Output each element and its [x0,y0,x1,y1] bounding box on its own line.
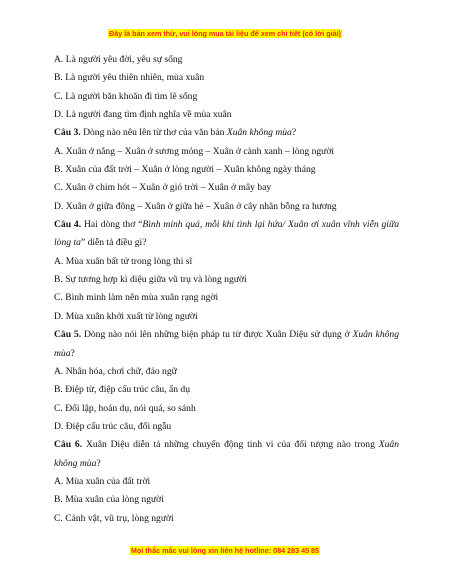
question-label: Câu 5. [54,329,82,341]
hotline-banner [0,546,450,555]
answer-option: C. Xuân ở chim hót – Xuân ở gió trời – Xuân ở mây bay [54,182,272,194]
question-label: Câu 6. [54,439,83,451]
answer-option: B. Xuân của đất trời – Xuân ở lòng người – Xuân không ngày tháng [54,164,316,176]
answer-option: A. Là người yêu đời, yêu sự sống [54,54,183,65]
answer-option: A. Mùa xuân bất tử trong lòng thi sĩ [54,255,193,267]
answer-option: D. Điệp cấu trúc câu, đối ngẫu [54,420,172,432]
answer-option: D. Mùa xuân khởi xuất từ lòng người [54,310,198,322]
question-text: Dòng nào nói lên những biện pháp tu từ được Xuân Diệu sử dụng ở [83,329,350,341]
answer-option: C. Đối lập, hoán dụ, nói quá, so sánh [54,402,196,414]
question-end: ? [291,127,297,139]
preview-notice-banner [0,29,450,38]
answer-option: A. Nhân hóa, chơi chữ, đảo ngữ [54,365,177,377]
answer-option: C. Cảnh vật, vũ trụ, lòng người [54,512,174,524]
poem-quote: Bình minh quá, mỗi khi tình lại hứa/ Xuân ơi xuân vĩnh viễn giữa lòng ta [54,219,400,249]
answer-option: A. Xuân ở nắng – Xuân ở sương mỏng – Xuân ở cành xanh – lòng người [54,145,335,157]
question-label: Câu 3. [54,127,81,139]
question-end: ? [96,457,101,469]
answer-option: B. Điệp từ, điệp cấu trúc câu, ẩn dụ [54,384,191,396]
question-end: ? [70,347,75,359]
question-text: Dòng nào nêu lên từ thơ của văn bản [83,127,225,139]
answer-option: D. Là người đang tìm định nghĩa về mùa xuân [54,109,232,121]
answer-option: B. Mùa xuân của lòng người [54,494,164,506]
question-text: Hai dòng thơ “ [83,219,143,231]
answer-option: C. Bình minh làm nên mùa xuân rạng ngời [54,292,219,304]
question-4 [54,216,399,253]
answer-option: B. Là người yêu thiên nhiên, mùa xuân [54,72,205,84]
work-title: Xuân không mùa [226,127,292,139]
question-5 [54,326,399,363]
question-text: Xuân Diệu diễn tả những chuyển động tinh vi của đối tượng nào trong [85,439,375,451]
question-3 [54,124,399,142]
answer-option: B. Sự tương hợp kì diệu giữa vũ trụ và lòng người [54,274,247,286]
answer-option: C. Là người băn khoăn đi tìm lẽ sống [54,90,198,102]
answer-option: A. Mùa xuân của đất trời [54,475,151,487]
question-label: Câu 4. [54,219,82,231]
document-body [54,51,399,528]
question-text-end: ” diễn tả điều gì? [80,237,147,249]
answer-option: D. Xuân ở giữa đông – Xuân ở giữa hè – Xuân ở cây nhãn bỗng ra hương [54,200,337,212]
work-title: Xuân không mùa [54,329,400,359]
work-title: Xuân không mùa [54,439,399,469]
question-6 [54,436,399,473]
hotline-text: Mọi thắc mắc vui lòng xin liên hệ hotline: 084 283 45 85 [130,546,320,555]
preview-notice-text: Đây là bản xem thử, vui lòng mua tài liệu để xem chi tiết (có lời giải) [109,29,341,38]
